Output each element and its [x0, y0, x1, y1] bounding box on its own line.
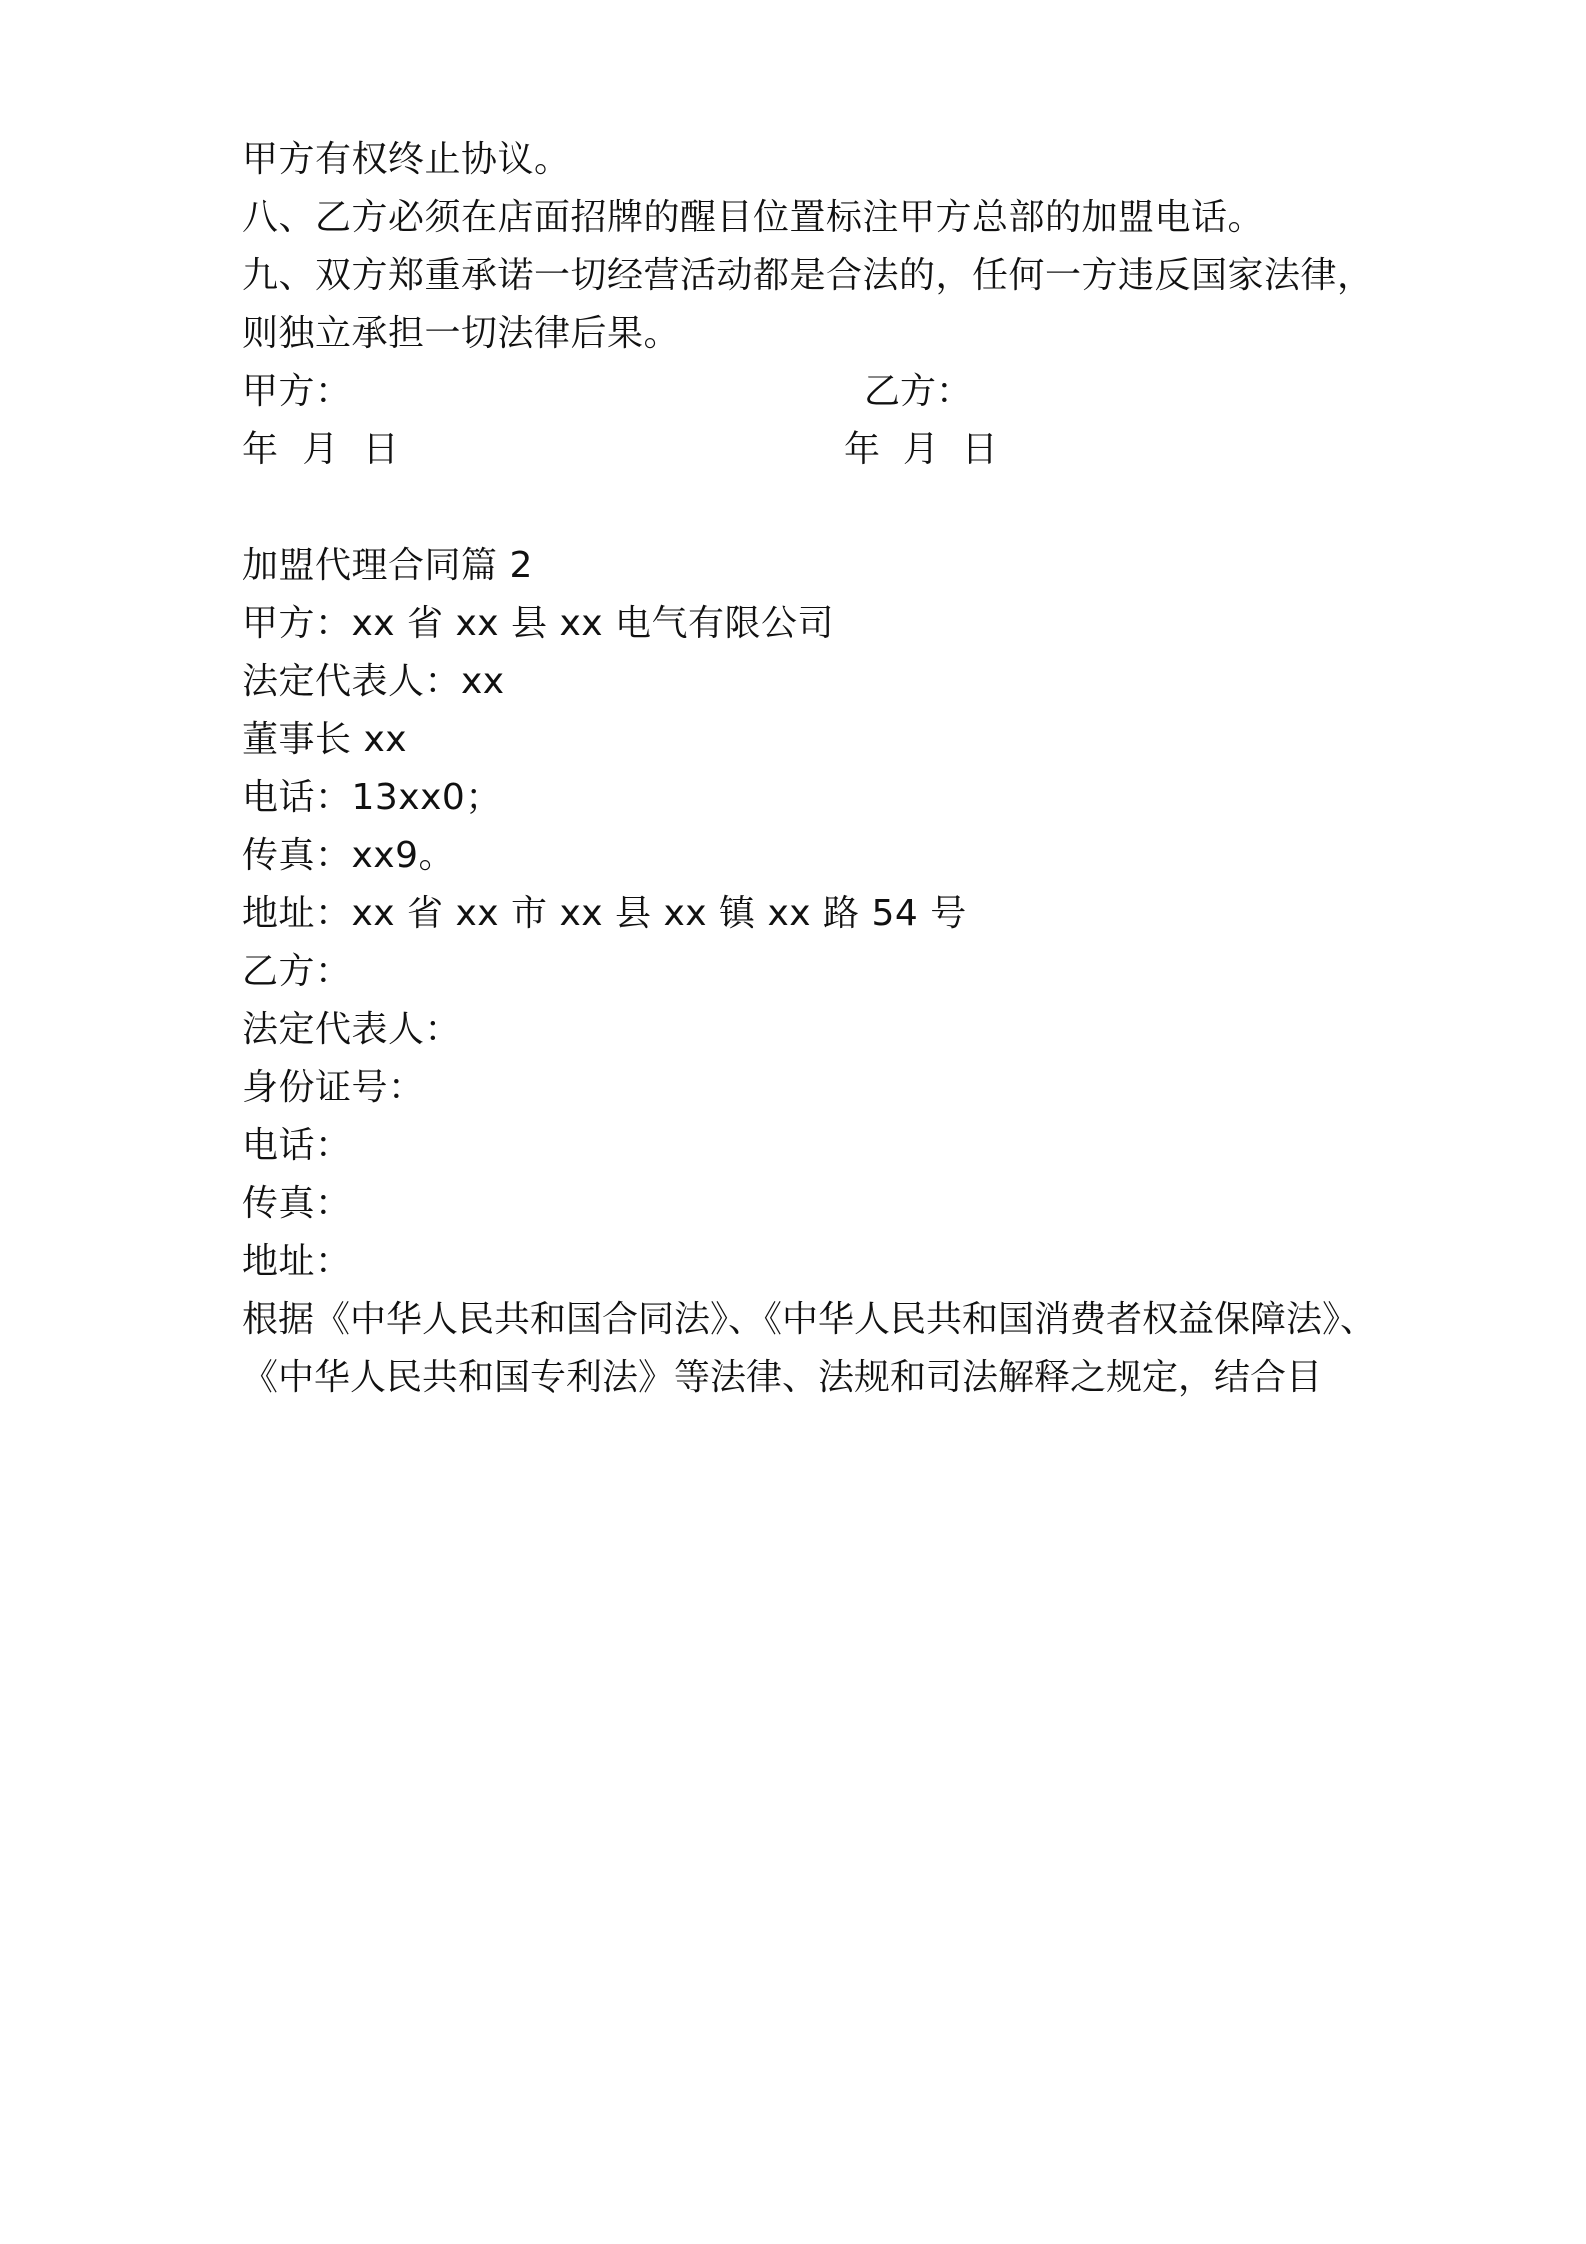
party-b-name: 乙方： [242, 951, 352, 992]
party-a-fax: 传真：xx9。 [242, 835, 456, 876]
party-b-id: 身份证号： [242, 1067, 425, 1108]
paragraph-line: 根据《中华人民共和国合同法》、《中华人民共和国消费者权益保障法》、 [242, 1299, 1377, 1340]
signature-party-a: 甲方： [242, 371, 352, 412]
party-b-rep: 法定代表人： [242, 1009, 462, 1050]
text-line: 则独立承担一切法律后果。 [242, 313, 681, 354]
party-b-address: 地址： [242, 1241, 352, 1282]
party-a-name: 甲方：xx 省 xx 县 xx 电气有限公司 [242, 603, 835, 644]
party-a-chairman: 董事长 xx [242, 719, 408, 760]
signature-date-b: 年 月 日 [844, 429, 998, 470]
party-a-address: 地址：xx 省 xx 市 xx 县 xx 镇 xx 路 54 号 [242, 893, 967, 934]
paragraph-line: 《中华人民共和国专利法》等法律、法规和司法解释之规定，结合目 [242, 1357, 1323, 1398]
text-line: 九、双方郑重承诺一切经营活动都是合法的，任何一方违反国家法律， [242, 255, 1374, 296]
text-line: 八、乙方必须在店面招牌的醒目位置标注甲方总部的加盟电话。 [242, 197, 1265, 238]
section-title: 加盟代理合同篇 2 [242, 545, 533, 586]
party-a-phone: 电话：13xx0； [242, 777, 502, 818]
signature-date-a: 年 月 日 [242, 429, 400, 470]
party-b-fax: 传真： [242, 1183, 352, 1224]
text-line: 甲方有权终止协议。 [242, 139, 571, 180]
party-a-rep: 法定代表人：xx [242, 661, 505, 702]
party-b-phone: 电话： [242, 1125, 352, 1166]
signature-party-b: 乙方： [864, 371, 973, 412]
